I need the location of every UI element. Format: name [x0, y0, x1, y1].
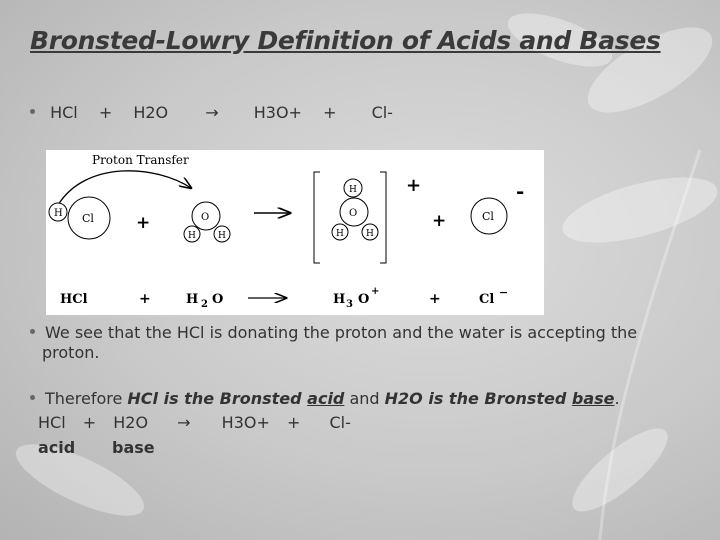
- product-h3o: H3O+: [221, 413, 270, 432]
- plus-sign: +: [98, 103, 113, 122]
- bullet-dot: [30, 109, 35, 114]
- bottom-h2o-o: O: [212, 292, 224, 307]
- bullet-dot: [30, 395, 35, 400]
- conclusion-period: .: [614, 389, 620, 408]
- bottom-plus: +: [139, 291, 151, 307]
- plus-sign: +: [286, 413, 301, 432]
- acid-term: acid: [307, 389, 345, 408]
- base-term: base: [571, 389, 615, 408]
- arrow-icon: →: [177, 413, 191, 432]
- product-cl: Cl-: [329, 413, 351, 432]
- conclusion-hcl: HCl is the Bronsted: [127, 389, 308, 408]
- bottom-h3o-charge: +: [371, 286, 380, 297]
- bullet-dot: [30, 329, 35, 334]
- bottom-cl-charge: −: [499, 286, 509, 299]
- cl-atom-label: Cl: [482, 210, 494, 223]
- reactant-hcl: HCl: [38, 413, 66, 432]
- bottom-hcl: HCl: [60, 292, 88, 307]
- positive-charge: +: [406, 175, 422, 196]
- bottom-h2o-h: H: [186, 292, 199, 307]
- conclusion-and: and: [344, 389, 385, 408]
- bottom-h2o-sub: 2: [201, 299, 208, 310]
- explanation-bullet: [30, 323, 637, 342]
- reactant-h2o: H2O: [113, 413, 149, 432]
- negative-charge: -: [516, 179, 525, 203]
- bottom-h3o-h: H: [333, 292, 346, 307]
- left-bracket: [314, 172, 320, 263]
- arrow-icon: →: [205, 103, 219, 122]
- diagram-svg: [46, 150, 544, 315]
- bottom-cl: Cl: [479, 292, 495, 307]
- bottom-h3o-sub: 3: [346, 299, 353, 310]
- conclusion-prefix: Therefore: [45, 389, 128, 408]
- proton-transfer-diagram: [46, 150, 544, 315]
- right-bracket: [380, 172, 386, 263]
- equation2: [38, 413, 351, 432]
- conclusion-bullet: [30, 389, 620, 408]
- equation-bullet: [30, 103, 393, 122]
- explanation-line2: proton.: [42, 343, 100, 362]
- bottom-h3o-o: O: [358, 292, 370, 307]
- product-h3o: H3O+: [253, 103, 302, 122]
- acid-label: acid: [38, 438, 76, 457]
- o-atom-label: O: [349, 208, 358, 219]
- page-title: Bronsted-Lowry Definition of Acids and Bases: [30, 26, 661, 55]
- product-cl: Cl-: [371, 103, 393, 122]
- plus-sign: +: [323, 103, 337, 122]
- h-atom-label: H: [366, 229, 374, 239]
- h-atom-label: H: [218, 231, 226, 241]
- base-label: base: [112, 438, 155, 457]
- plus-sign: +: [82, 413, 97, 432]
- explanation-line1: We see that the HCl is donating the proton and the water is accepting the: [45, 323, 638, 342]
- reactant-hcl: HCl: [50, 103, 78, 122]
- o-atom-label: O: [201, 212, 210, 223]
- plus-sign: +: [136, 213, 151, 233]
- h-atom-label: H: [54, 208, 63, 219]
- h-atom-label: H: [188, 231, 196, 241]
- plus-sign: +: [432, 211, 447, 231]
- reactant-h2o: H2O: [133, 103, 169, 122]
- bottom-plus: +: [429, 291, 441, 307]
- proton-transfer-label: Proton Transfer: [92, 153, 189, 167]
- conclusion-h2o: H2O is the Bronsted: [384, 389, 572, 408]
- cl-atom-label: Cl: [82, 212, 94, 225]
- h-atom-label: H: [349, 185, 357, 195]
- h-atom-label: H: [336, 229, 344, 239]
